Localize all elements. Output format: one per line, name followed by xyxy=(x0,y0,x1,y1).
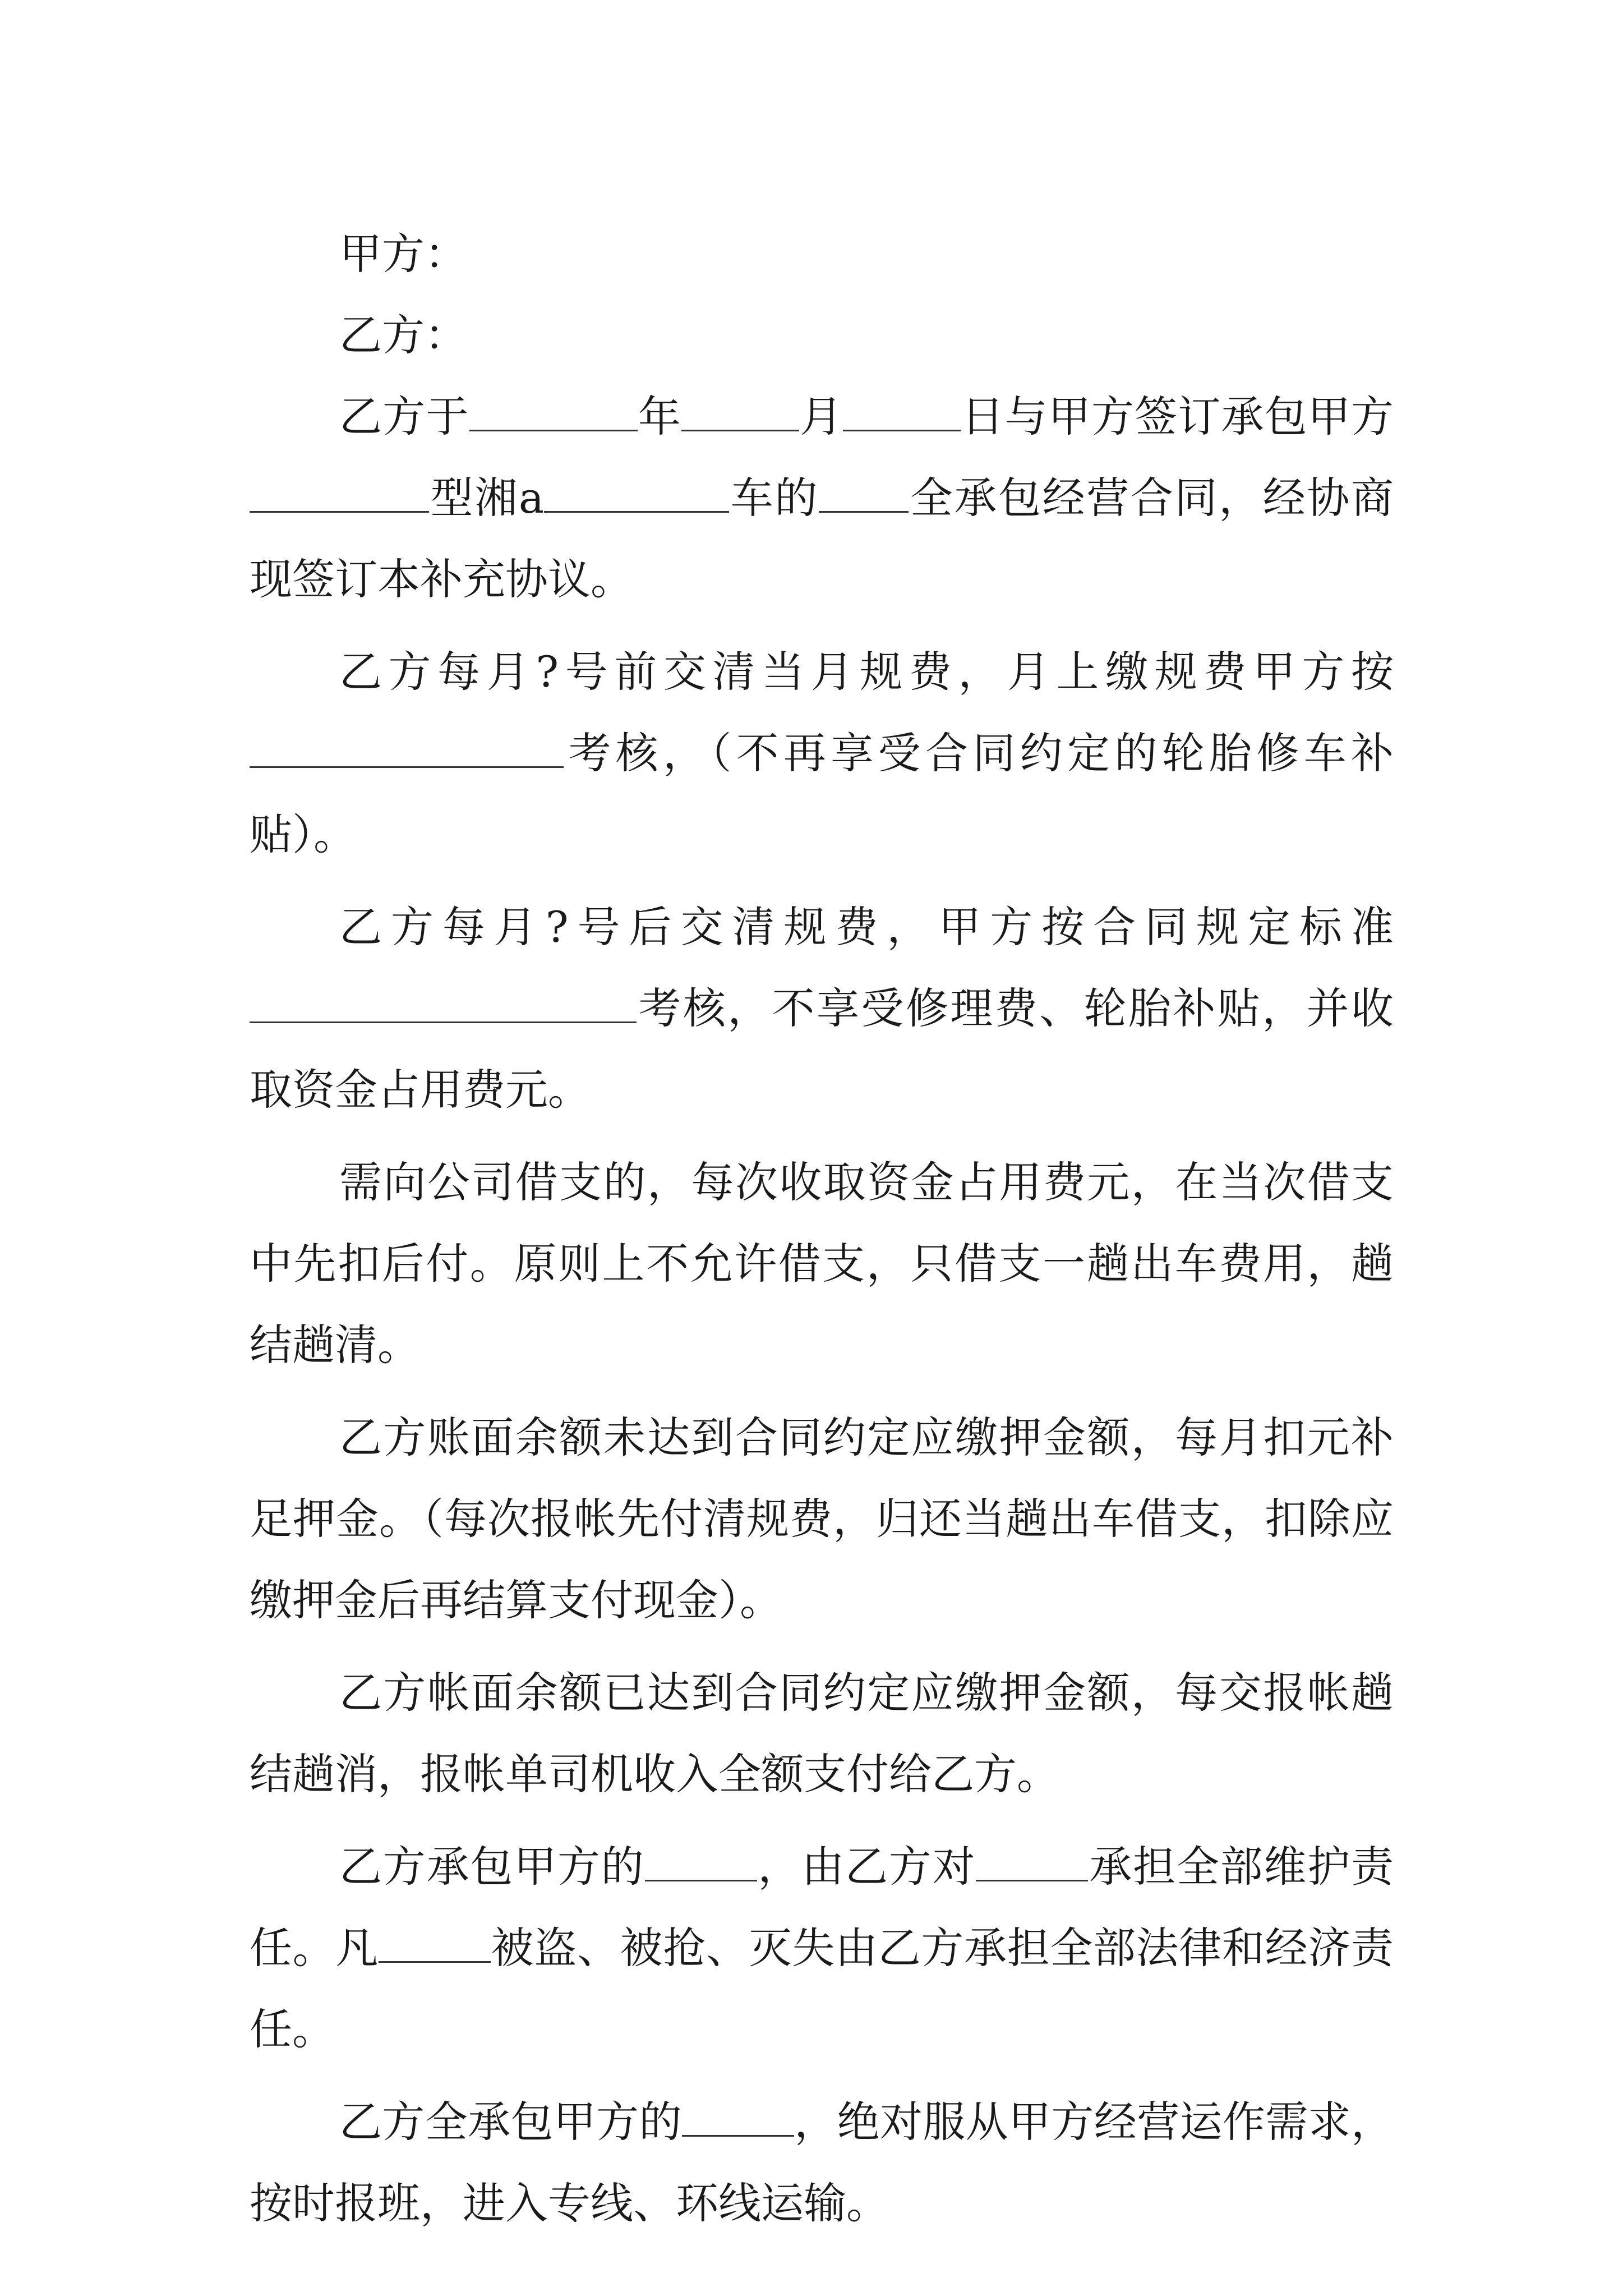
text-segment: 考核，不享受修理费、轮胎补贴，并收取资金占用费元。 xyxy=(250,983,1394,1115)
text-segment: 年 xyxy=(637,392,681,441)
paragraph-fee-before xyxy=(250,631,1394,875)
text-segment: 乙方每月?号前交清当月规费，月上缴规费甲方按 xyxy=(339,647,1394,697)
paragraph-deposit-met: 乙方帐面余额已达到合同约定应缴押金额，每交报帐趟结趟消，报帐单司机收入全额支付给乙方。 xyxy=(250,1668,1394,1799)
blank-contracted-item xyxy=(645,1839,757,1881)
paragraph-borrowing: 需向公司借支的，每次收取资金占用费元，在当次借支中先扣后付。原则上不允许借支，只借支一趟出车费用，趟结趟清。 xyxy=(250,1157,1394,1370)
contract-document xyxy=(250,213,1394,2244)
blank-assessment-standard-2 xyxy=(250,981,637,1023)
blank-month xyxy=(681,389,799,431)
party-a-label: 甲方： xyxy=(339,229,467,279)
blank-vehicle-model xyxy=(250,471,429,513)
paragraph-fee-after xyxy=(250,886,1394,1130)
text-segment: 乙方每月?号后交清规费，甲方按合同规定标准 xyxy=(339,902,1394,952)
blank-day xyxy=(843,389,961,431)
blank-plate-number xyxy=(544,471,729,513)
text-segment: ，由乙方对 xyxy=(757,1842,976,1892)
paragraph-contract-date xyxy=(250,376,1394,620)
paragraph-operations xyxy=(250,2081,1394,2244)
text-segment: 承担全部维护责任。凡 xyxy=(250,1842,1394,1973)
blank-contracted-vehicle xyxy=(682,2095,794,2137)
text-segment: 乙方于 xyxy=(339,392,469,441)
text-segment: 日与甲方签订承包甲方 xyxy=(961,392,1394,441)
text-segment: 月 xyxy=(799,392,843,441)
text-segment: 被盗、被抢、灭失由乙方承担全部法律和经济责任。 xyxy=(250,1923,1394,2054)
text-segment: ，绝对服从甲方经营运作需求，按时报班，进入专线、环线运输。 xyxy=(250,2097,1394,2228)
blank-liability-item xyxy=(379,1921,491,1963)
text-segment: 型湘a xyxy=(429,473,545,523)
text-segment: 乙方全承包甲方的 xyxy=(339,2097,682,2147)
text-segment: 全承包经营合同，经协商现签订本补充协议。 xyxy=(250,473,1394,604)
blank-maintained-item xyxy=(976,1839,1088,1881)
blank-vehicle xyxy=(819,471,909,513)
blank-assessment-standard xyxy=(250,726,564,768)
paragraph-maintenance xyxy=(250,1826,1394,2070)
text-segment: 乙方承包甲方的 xyxy=(339,1842,645,1892)
text-segment: 考核，（不再享受合同约定的轮胎修车补贴）。 xyxy=(250,728,1394,859)
party-b-label: 乙方： xyxy=(339,310,467,360)
blank-year xyxy=(469,389,638,431)
text-segment: 车的 xyxy=(729,473,819,523)
paragraph-deposit-shortfall: 乙方账面余额未达到合同约定应缴押金额，每月扣元补足押金。（每次报帐先付清规费，归还当趟出车借支，扣除应缴押金后再结算支付现金）。 xyxy=(250,1412,1394,1625)
